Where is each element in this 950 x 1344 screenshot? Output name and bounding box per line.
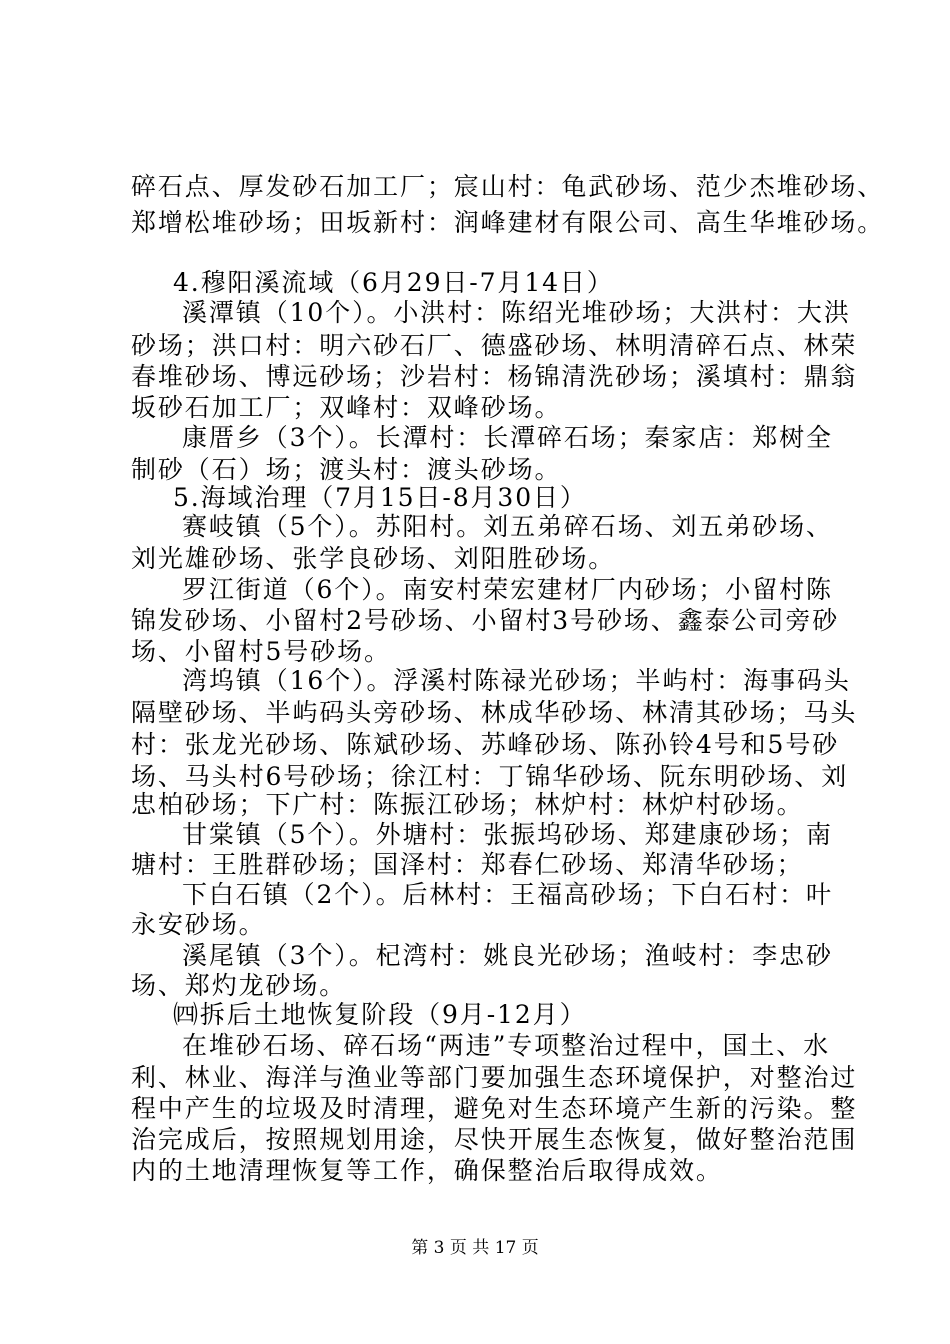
text-line: 场、郑灼龙砂场。 (131, 971, 347, 1000)
text-line: 坂砂石加工厂；双峰村：双峰砂场。 (131, 393, 562, 422)
text-line: 治完成后，按照规划用途，尽快开展生态恢复，做好整治范围 (131, 1125, 858, 1154)
text-line: 春堆砂场、博远砂场；沙岩村：杨锦清洗砂场；溪填村：鼎翁 (131, 362, 858, 391)
text-line: 溪尾镇（3个）。杞湾村：姚良光砂场；渔岐村：李忠砂 (182, 941, 833, 970)
text-line: 溪潭镇（10个）。小洪村：陈绍光堆砂场；大洪村：大洪 (182, 298, 851, 327)
section-heading: 4.穆阳溪流域（6月29日-7月14日） (173, 268, 614, 297)
section-heading: ㈣拆后土地恢复阶段（9月-12月） (173, 1000, 587, 1029)
text-line: 利、林业、海洋与渔业等部门要加强生态环境保护，对整治过 (131, 1063, 858, 1092)
text-line: 忠柏砂场；下广村：陈振江砂场；林炉村：林炉村砂场。 (131, 790, 804, 819)
text-line: 湾坞镇（16个）。浮溪村陈禄光砂场；半屿村：海事码头 (182, 666, 851, 695)
text-line: 下白石镇（2个）。后林村：王福高砂场；下白石村：叶 (182, 880, 833, 909)
text-line: 郑增松堆砂场；田坂新村：润峰建材有限公司、高生华堆砂场。 (131, 208, 885, 237)
text-line: 锦发砂场、小留村2号砂场、小留村3号砂场、鑫泰公司旁砂 (131, 606, 840, 635)
text-line: 村：张龙光砂场、陈斌砂场、苏峰砂场、陈孙铃4号和5号砂 (131, 730, 840, 759)
text-line: 制砂（石）场；渡头村：渡头砂场。 (131, 455, 562, 484)
text-line: 场、小留村5号砂场。 (131, 637, 391, 666)
text-line: 碎石点、厚发砂石加工厂；宸山村：龟武砂场、范少杰堆砂场、 (131, 172, 885, 201)
text-line: 塘村：王胜群砂场；国泽村：郑春仁砂场、郑清华砂场； (131, 850, 804, 879)
text-line: 甘棠镇（5个）。外塘村：张振坞砂场、郑建康砂场；南 (182, 820, 833, 849)
text-line: 程中产生的垃圾及时清理，避免对生态环境产生新的污染。整 (131, 1094, 858, 1123)
text-line: 康厝乡（3个）。长潭村：长潭碎石场；秦家店：郑树全 (182, 423, 833, 452)
text-line: 赛岐镇（5个）。苏阳村。刘五弟碎石场、刘五弟砂场、 (182, 512, 833, 541)
text-line: 罗江街道（6个）。南安村荣宏建材厂内砂场；小留村陈 (182, 575, 833, 604)
section-heading: 5.海域治理（7月15日-8月30日） (173, 483, 587, 512)
text-line: 在堆砂石场、碎石场“两违”专项整治过程中，国土、水 (182, 1031, 831, 1060)
text-line: 砂场；洪口村：明六砂石厂、德盛砂场、林明清碎石点、林荣 (131, 331, 858, 360)
text-line: 隔壁砂场、半屿码头旁砂场、林成华砂场、林清其砂场；马头 (131, 698, 858, 727)
text-line: 场、马头村6号砂场；徐江村：丁锦华砂场、阮东明砂场、刘 (131, 762, 849, 791)
text-line: 内的土地清理恢复等工作，确保整治后取得成效。 (131, 1156, 723, 1185)
page-footer: 第 3 页 共 17 页 (411, 1238, 539, 1258)
text-line: 刘光雄砂场、张学良砂场、刘阳胜砂场。 (131, 544, 616, 573)
text-line: 永安砂场。 (131, 910, 266, 939)
